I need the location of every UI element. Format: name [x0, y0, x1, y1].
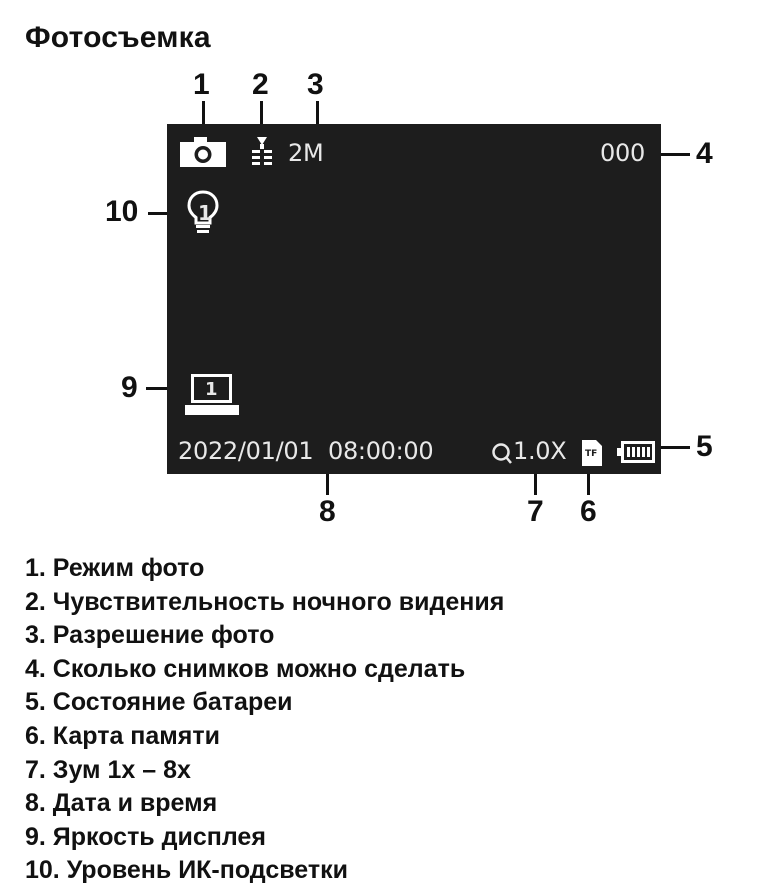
callout-2: 2	[252, 68, 269, 101]
legend-item: 7. Зум 1х – 8х	[25, 755, 191, 784]
brightness-level-value: 1	[205, 379, 218, 400]
legend-item: 4. Сколько снимков можно сделать	[25, 654, 466, 683]
callout-3: 3	[307, 68, 324, 101]
legend-item: 2. Чувствительность ночного видения	[25, 587, 505, 616]
night-vision-icon	[250, 137, 274, 167]
zoom-value: 1.0X	[513, 437, 567, 465]
zoom-icon	[491, 442, 513, 466]
callout-9: 9	[121, 371, 138, 404]
callout-8: 8	[319, 495, 336, 528]
legend-item: 8. Дата и время	[25, 789, 218, 818]
resolution-value: 2M	[288, 139, 324, 167]
callout-10: 10	[105, 195, 139, 228]
legend-list	[25, 552, 504, 888]
legend-item: 1. Режим фото	[25, 554, 205, 582]
memory-card-label: TF	[585, 449, 598, 459]
legend-item: 10. Уровень ИК-подсветки	[25, 856, 348, 885]
callout-7: 7	[527, 495, 544, 528]
legend-item: 5. Состояние батареи	[25, 688, 293, 717]
legend-item: 9. Яркость дисплея	[25, 822, 266, 851]
legend-item: 3. Разрешение фото	[25, 621, 275, 650]
page-title: Фотосъемка	[25, 21, 211, 54]
callout-line-4	[658, 153, 690, 156]
callout-6: 6	[580, 495, 597, 528]
datetime-value: 2022/01/01 08:00:00	[178, 437, 434, 465]
legend-item: 6. Карта памяти	[25, 721, 220, 750]
callout-4: 4	[696, 137, 713, 170]
camera-icon	[180, 137, 226, 167]
shots-remaining-value: 000	[600, 139, 645, 167]
ir-level-value: 1	[198, 201, 212, 225]
callout-1: 1	[193, 68, 210, 101]
callout-5: 5	[696, 430, 713, 463]
battery-icon	[617, 441, 655, 463]
camera-screen	[167, 124, 661, 474]
